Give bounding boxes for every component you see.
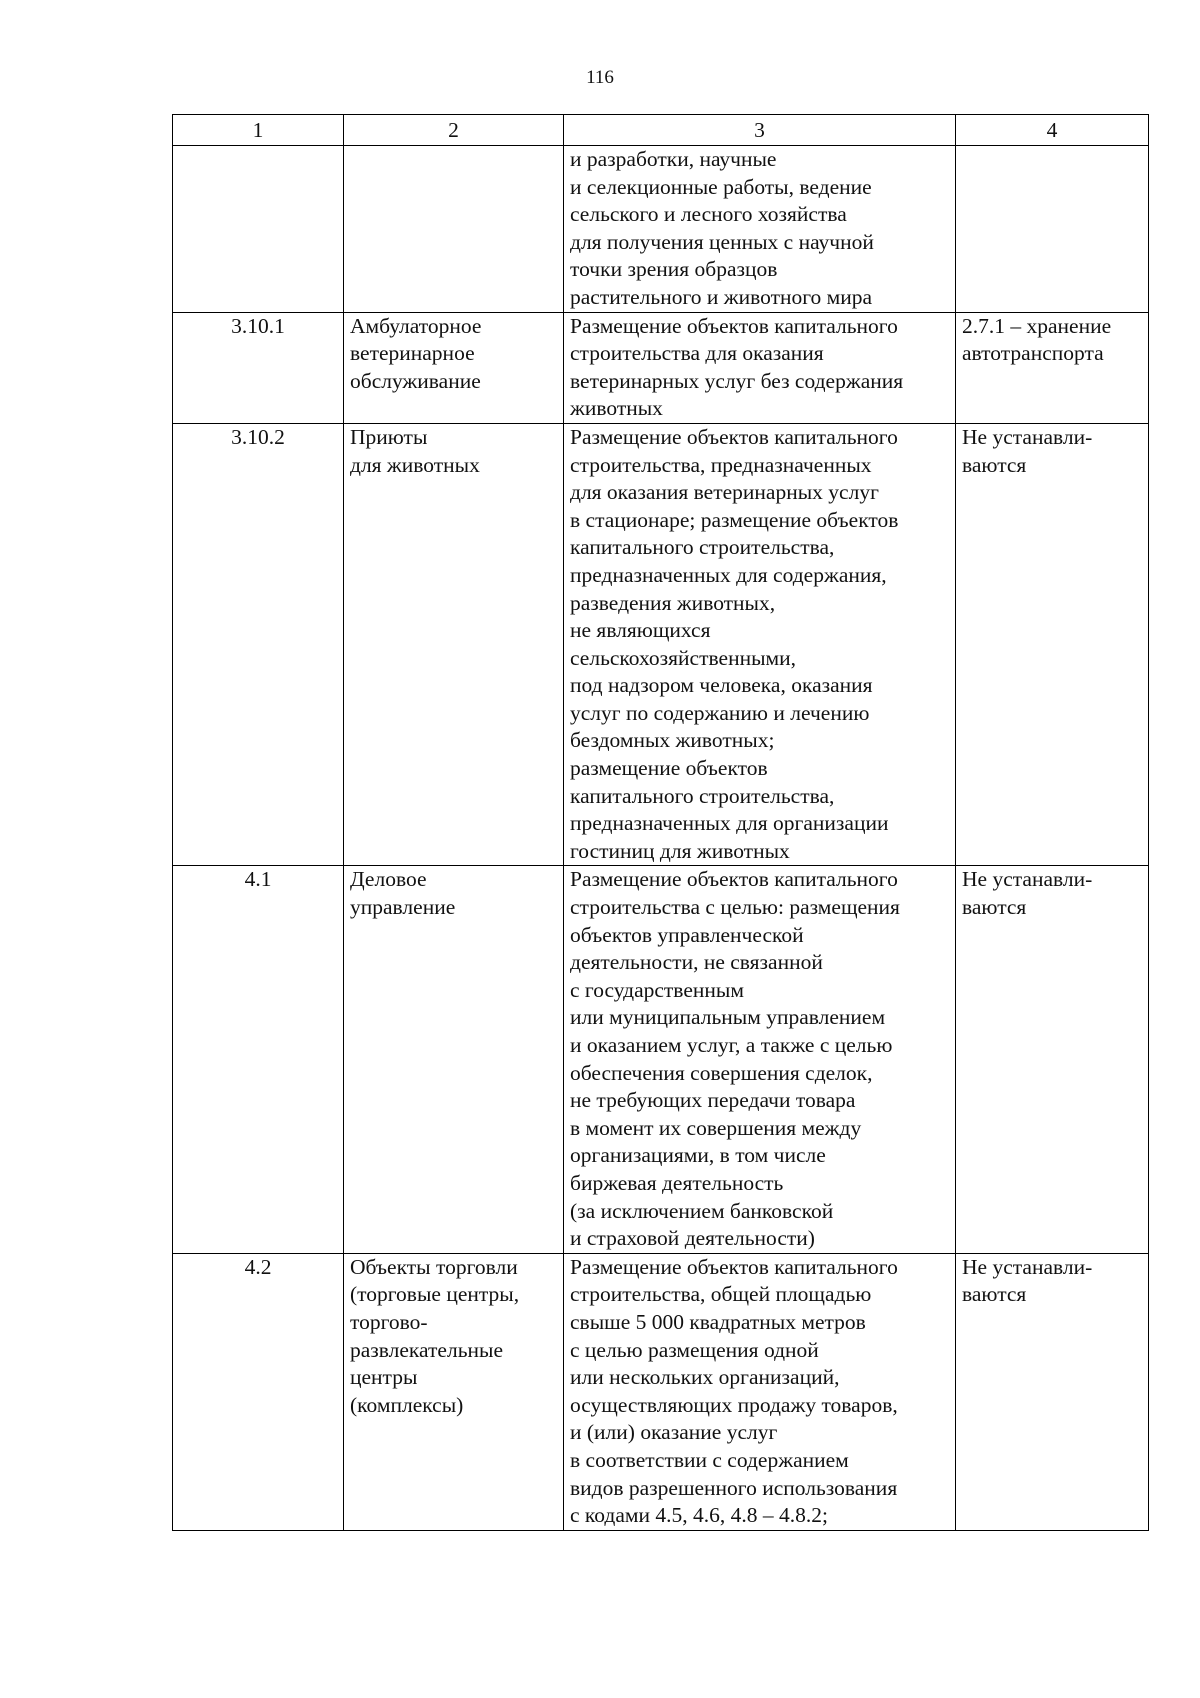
cell-text-line: в стационаре; размещение объектов xyxy=(570,507,899,532)
cell-text-line: услуг по содержанию и лечению xyxy=(570,700,870,725)
cell-text-line: животных xyxy=(570,396,663,421)
cell-text-line: в соответствии с содержанием xyxy=(570,1447,849,1472)
auxiliary-use-cell xyxy=(956,423,1149,866)
cell-text-line: (торговые центры, xyxy=(350,1282,520,1307)
cell-text-line: для оказания ветеринарных услуг xyxy=(570,480,879,505)
cell-text-line: деятельности, не связанной xyxy=(570,950,823,975)
cell-text-line: с государственным xyxy=(570,977,744,1002)
cell-text-line: строительства, общей площадью xyxy=(570,1282,872,1307)
cell-text-line: и селекционные работы, ведение xyxy=(570,174,872,199)
cell-text-line: организациями, в том числе xyxy=(570,1143,826,1168)
code-cell: 3.10.2 xyxy=(173,423,344,866)
column-header-1: 1 xyxy=(173,115,344,146)
cell-text-line: Размещение объектов капитального xyxy=(570,867,898,892)
table-row xyxy=(173,866,1149,1253)
land-use-table xyxy=(172,114,1149,1531)
description-cell xyxy=(564,866,956,1253)
cell-text-line: строительства для оказания xyxy=(570,341,824,366)
cell-text-line: Не устанавли- xyxy=(962,1254,1093,1279)
cell-text-line: гостиниц для животных xyxy=(570,838,790,863)
table-header-row xyxy=(173,115,1149,146)
cell-text-line: сельского и лесного хозяйства xyxy=(570,202,847,227)
cell-text-line: Размещение объектов капитального xyxy=(570,424,898,449)
cell-text-line: и оказанием услуг, а также с целью xyxy=(570,1033,893,1057)
cell-text-line: и разработки, научные xyxy=(570,147,777,171)
cell-text-line: Деловое xyxy=(350,867,427,892)
auxiliary-use-cell xyxy=(956,312,1149,423)
cell-text-line: центры xyxy=(350,1365,418,1390)
cell-text-line: точки зрения образцов xyxy=(570,257,778,282)
cell-text-line: и страховой деятельности) xyxy=(570,1226,815,1251)
code-cell: 3.10.1 xyxy=(173,312,344,423)
cell-text-line: под надзором человека, оказания xyxy=(570,673,873,698)
cell-text-line: управление xyxy=(350,895,456,920)
cell-text-line: ветеринарных услуг без содержания xyxy=(570,368,904,393)
cell-text-line: Приюты xyxy=(350,424,428,449)
cell-text-line: или муниципальным управлением xyxy=(570,1005,886,1030)
cell-text-line: растительного и животного мира xyxy=(570,284,873,309)
cell-text-line: Размещение объектов капитального xyxy=(570,313,898,338)
cell-text-line: (комплексы) xyxy=(350,1392,464,1417)
table-row xyxy=(173,423,1149,866)
code-cell: 4.1 xyxy=(173,866,344,1253)
description-cell xyxy=(564,1253,956,1530)
cell-text-line: Не устанавли- xyxy=(962,867,1093,892)
cell-text-line: свыше 5 000 квадратных метров xyxy=(570,1309,866,1334)
code-cell xyxy=(173,146,344,313)
name-cell xyxy=(344,146,564,313)
cell-text-line: Размещение объектов капитального xyxy=(570,1254,898,1279)
table-row xyxy=(173,146,1149,313)
cell-text-line: сельскохозяйственными, xyxy=(570,645,797,670)
cell-text-line: Не устанавли- xyxy=(962,424,1093,449)
cell-text-line: (за исключением банковской xyxy=(570,1198,834,1223)
name-cell xyxy=(344,312,564,423)
cell-text-line: строительства, предназначенных xyxy=(570,452,872,477)
cell-text-line: ветеринарное xyxy=(350,341,475,366)
cell-text-line: автотранспорта xyxy=(962,341,1104,366)
name-cell xyxy=(344,1253,564,1530)
cell-text-line: ваются xyxy=(962,452,1027,477)
cell-text-line: с целью размещения одной xyxy=(570,1337,819,1362)
cell-text-line: в момент их совершения между xyxy=(570,1115,862,1140)
column-header-4: 4 xyxy=(956,115,1149,146)
table-body xyxy=(173,146,1149,1531)
cell-text-line: не требующих передачи товара xyxy=(570,1088,856,1113)
cell-text-line: и (или) оказание услуг xyxy=(570,1420,778,1445)
auxiliary-use-cell xyxy=(956,146,1149,313)
code-cell: 4.2 xyxy=(173,1253,344,1530)
cell-text-line: торгово- xyxy=(350,1309,428,1334)
auxiliary-use-cell xyxy=(956,1253,1149,1530)
table-row xyxy=(173,312,1149,423)
cell-text-line: бездомных животных; xyxy=(570,728,775,753)
cell-text-line: не являющихся xyxy=(570,618,711,643)
cell-text-line: Объекты торговли xyxy=(350,1254,518,1279)
cell-text-line: обслуживание xyxy=(350,368,481,393)
cell-text-line: видов разрешенного использования xyxy=(570,1475,898,1500)
cell-text-line: биржевая деятельность xyxy=(570,1170,784,1195)
auxiliary-use-cell xyxy=(956,866,1149,1253)
cell-text-line: для получения ценных с научной xyxy=(570,229,874,254)
table-row xyxy=(173,1253,1149,1530)
cell-text-line: строительства с целью: размещения xyxy=(570,895,900,920)
cell-text-line: осуществляющих продажу товаров, xyxy=(570,1392,898,1417)
cell-text-line: с кодами 4.5, 4.6, 4.8 – 4.8.2; xyxy=(570,1503,828,1528)
cell-text-line: или нескольких организаций, xyxy=(570,1365,840,1390)
cell-text-line: капитального строительства, xyxy=(570,783,835,808)
column-header-2: 2 xyxy=(344,115,564,146)
description-cell xyxy=(564,146,956,313)
description-cell xyxy=(564,312,956,423)
page-number: 116 xyxy=(586,67,614,88)
name-cell xyxy=(344,423,564,866)
cell-text-line: ваются xyxy=(962,895,1027,920)
cell-text-line: разведения животных, xyxy=(570,590,776,615)
cell-text-line: обеспечения совершения сделок, xyxy=(570,1060,873,1085)
cell-text-line: размещение объектов xyxy=(570,756,768,781)
cell-text-line: Амбулаторное xyxy=(350,313,482,338)
cell-text-line: капитального строительства, xyxy=(570,535,835,560)
cell-text-line: ваются xyxy=(962,1282,1027,1307)
cell-text-line: предназначенных для содержания, xyxy=(570,562,887,587)
cell-text-line: объектов управленческой xyxy=(570,922,804,947)
name-cell xyxy=(344,866,564,1253)
cell-text-line: развлекательные xyxy=(350,1337,503,1362)
cell-text-line: 2.7.1 – хранение xyxy=(962,313,1112,338)
description-cell xyxy=(564,423,956,866)
cell-text-line: для животных xyxy=(350,452,480,477)
column-header-3: 3 xyxy=(564,115,956,146)
cell-text-line: предназначенных для организации xyxy=(570,811,889,836)
